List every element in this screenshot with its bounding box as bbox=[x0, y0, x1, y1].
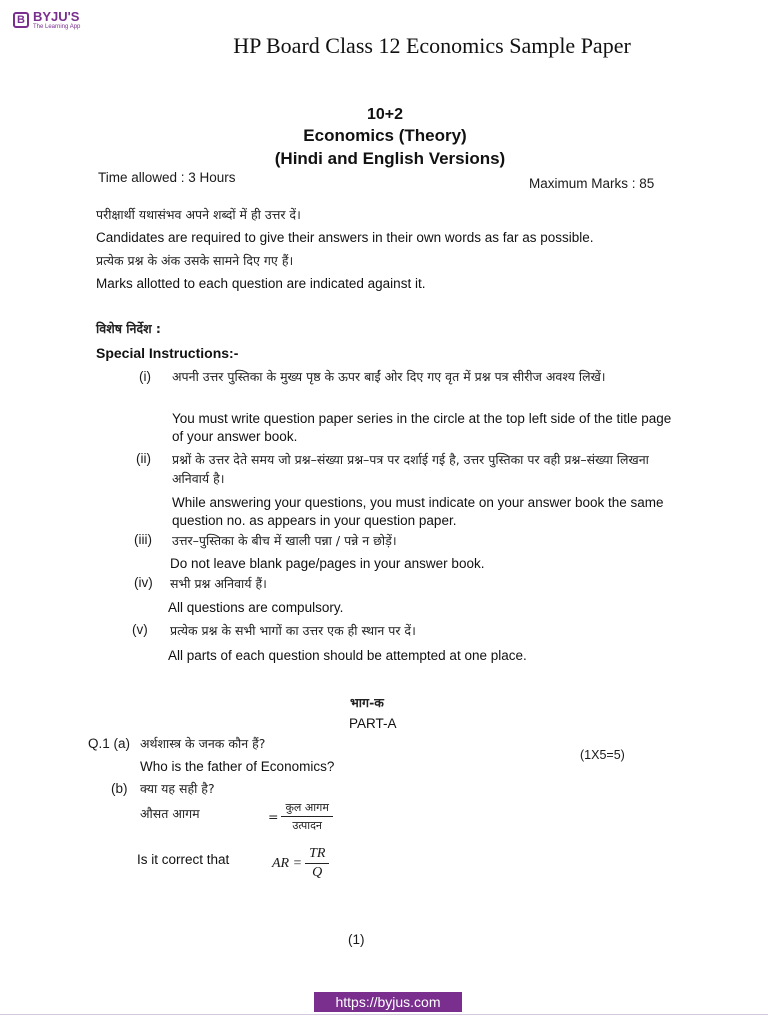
item-number: (i) bbox=[139, 369, 151, 384]
formula-lhs: AR = bbox=[272, 855, 303, 871]
question-a-hi: अर्थशास्त्र के जनक कौन हैं? bbox=[140, 736, 266, 751]
english-formula bbox=[272, 846, 329, 881]
question-a-en: Who is the father of Economics? bbox=[140, 759, 335, 774]
english-fraction bbox=[305, 846, 329, 881]
maximum-marks: Maximum Marks : 85 bbox=[529, 176, 655, 191]
fraction-denominator: उत्पादन bbox=[292, 819, 323, 832]
item-hi: अपनी उत्तर पुस्तिका के मुख्य पृष्ठ के ऊपर बाईं ओर दिए गए वृत में प्रश्न पत्र सीरीज अवश्य लिखें। bbox=[172, 369, 606, 384]
hindi-fraction bbox=[281, 800, 332, 833]
part-heading-en: PART-A bbox=[349, 716, 397, 731]
item-number: (iv) bbox=[134, 575, 153, 590]
item-en: Do not leave blank page/pages in your answer book. bbox=[170, 556, 485, 571]
item-number: (iii) bbox=[134, 532, 152, 547]
banner-title: HP Board Class 12 Economics Sample Paper bbox=[233, 33, 631, 58]
item-number: (v) bbox=[132, 622, 148, 637]
fraction-numerator: TR bbox=[305, 846, 329, 864]
brand-name: BYJU'S bbox=[33, 9, 80, 24]
paper-versions: (Hindi and English Versions) bbox=[274, 149, 506, 168]
hindi-formula bbox=[268, 800, 333, 833]
special-heading-en: Special Instructions:- bbox=[96, 345, 239, 361]
item-en: All questions are compulsory. bbox=[168, 600, 344, 615]
paper-subject: Economics (Theory) bbox=[303, 126, 467, 145]
equals-sign: = bbox=[268, 809, 279, 824]
brand-mark-icon: B bbox=[13, 12, 29, 28]
item-number: (ii) bbox=[136, 451, 151, 466]
fraction-numerator: कुल आगम bbox=[281, 800, 332, 817]
item-en: While answering your questions, you must indicate on your answer book the same question no. as appears in your question paper. bbox=[172, 495, 664, 528]
brand-tagline: The Learning App bbox=[33, 24, 81, 30]
item-hi: उत्तर–पुस्तिका के बीच में खाली पन्ना / पन्ने न छोड़ें। bbox=[172, 533, 397, 548]
general-instruction-en-2: Marks allotted to each question are indicated against it. bbox=[96, 276, 426, 291]
general-instruction-hi-1: परीक्षार्थी यथासंभव अपने शब्दों में ही उत्तर दें। bbox=[96, 207, 301, 222]
page-number: (1) bbox=[348, 932, 365, 947]
general-instruction-en-1: Candidates are required to give their answers in their own words as far as possible. bbox=[96, 230, 594, 245]
part-heading-hi: भाग-क bbox=[350, 695, 384, 710]
general-instruction-hi-2: प्रत्येक प्रश्न के अंक उसके सामने दिए गए हैं। bbox=[96, 253, 294, 268]
footer-divider bbox=[0, 1014, 768, 1015]
special-heading-hi: विशेष निर्देश : bbox=[96, 321, 161, 336]
question-b-label: (b) bbox=[111, 781, 128, 796]
brand-logo[interactable] bbox=[13, 10, 80, 30]
class-level: 10+2 bbox=[366, 106, 404, 123]
time-allowed: Time allowed : 3 Hours bbox=[98, 170, 236, 185]
question-label: Q.1 (a) bbox=[88, 736, 131, 751]
question-marks: (1X5=5) bbox=[580, 748, 625, 762]
item-en: You must write question paper series in the circle at the top left side of the title page of your answer book. bbox=[172, 411, 672, 444]
item-hi: प्रश्नों के उत्तर देते समय जो प्रश्न–संख्या प्रश्न–पत्र पर दर्शाई गई है, उत्तर पुस्तिका पर वही प्रश्न–संख्या लिखना अनिवार्य है। bbox=[172, 452, 649, 486]
item-hi: सभी प्रश्न अनिवार्य हैं। bbox=[170, 576, 267, 591]
question-b-en: Is it correct that bbox=[137, 852, 230, 867]
fraction-denominator: Q bbox=[312, 865, 323, 880]
item-hi: प्रत्येक प्रश्न के सभी भागों का उत्तर एक ही स्थान पर दें। bbox=[170, 623, 416, 638]
question-b-hi: क्या यह सही है? bbox=[140, 781, 215, 796]
question-b-hi-term: औसत आगम bbox=[140, 806, 200, 821]
item-en: All parts of each question should be attempted at one place. bbox=[168, 648, 527, 663]
footer-url-link[interactable]: https://byjus.com bbox=[314, 992, 462, 1012]
